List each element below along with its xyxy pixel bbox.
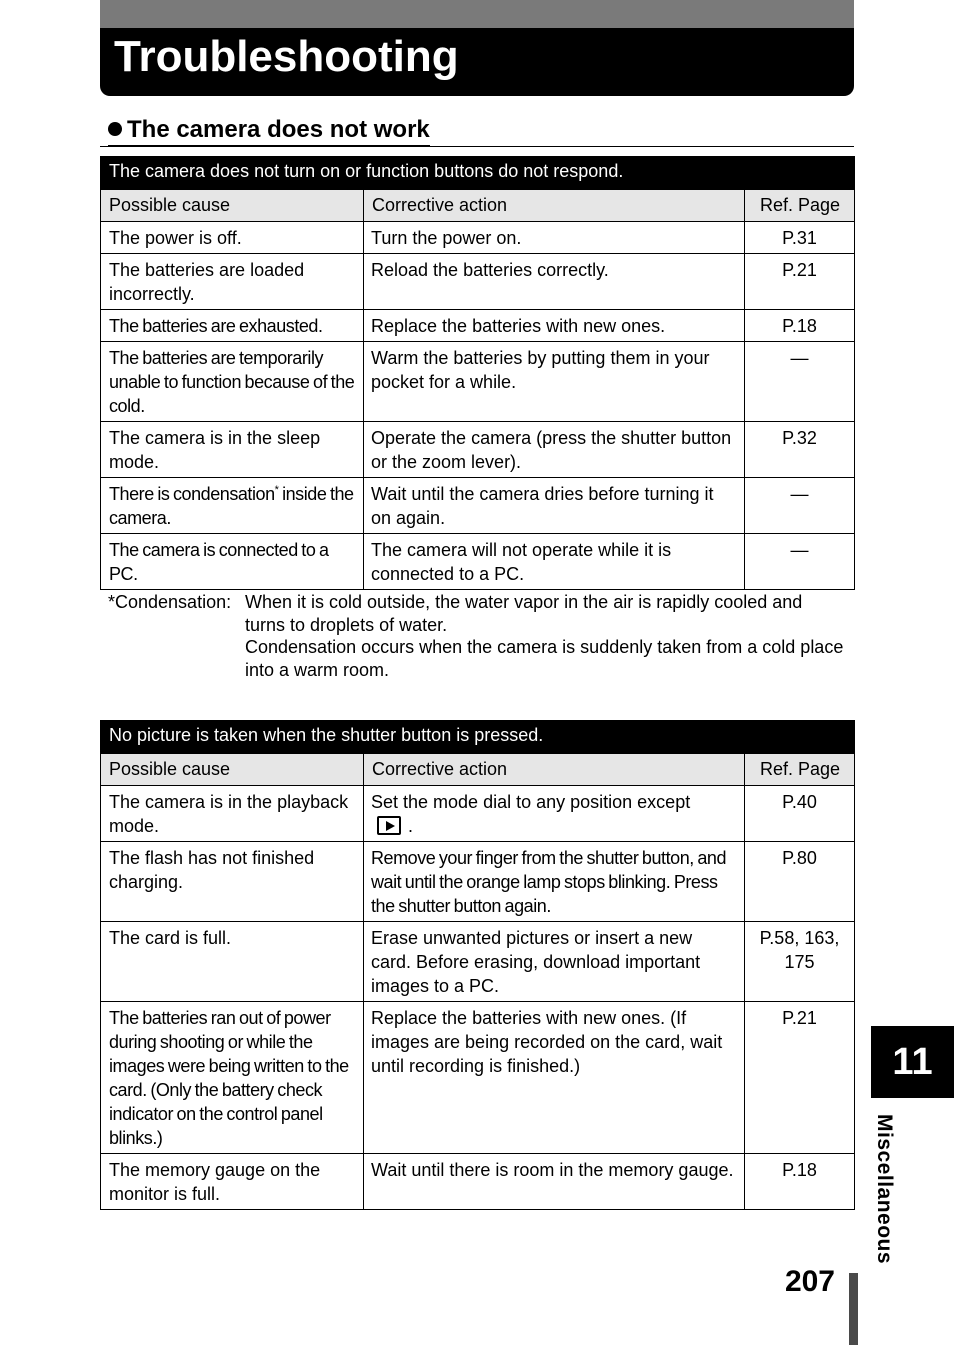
action-cell: Erase unwanted pictures or insert a new card. Before erasing, download important images to a PC. [364, 922, 745, 1002]
cause-cell: The camera is connected to a PC. [101, 534, 364, 590]
page-number: 207 [784, 1265, 835, 1298]
cause-cell: The batteries are exhausted. [101, 310, 364, 342]
page-title: Troubleshooting [114, 32, 459, 81]
action-cell: Wait until there is room in the memory gauge. [364, 1154, 745, 1210]
header-possible-cause: Possible cause [101, 754, 364, 786]
action-text-end: . [408, 816, 414, 836]
table-caption: The camera does not turn on or function buttons do not respond. [101, 157, 855, 190]
cause-cell: The camera is in the playback mode. [101, 786, 364, 842]
table-row [101, 478, 855, 534]
section-heading [108, 115, 430, 146]
action-cell: Remove your finger from the shutter button, and wait until the orange lamp stops blinking. Press the shutter button again. [364, 842, 745, 922]
table-row [101, 222, 855, 254]
footnote-line-1: When it is cold outside, the water vapor in the air is rapidly cooled and turns to droplets of water. [245, 592, 803, 635]
title-band [100, 0, 854, 96]
table-row [101, 786, 855, 842]
table-row [101, 254, 855, 310]
cause-cell: The camera is in the sleep mode. [101, 422, 364, 478]
cause-text: There is condensation [109, 484, 275, 504]
ref-cell: P.58, 163, 175 [745, 922, 855, 1002]
ref-cell: P.21 [745, 254, 855, 310]
table-row [101, 1154, 855, 1210]
cause-cell: The batteries are temporarily unable to function because of the cold. [101, 342, 364, 422]
header-ref-page: Ref. Page [745, 190, 855, 222]
title-band-top-strip [100, 0, 854, 28]
page-bar [849, 1273, 858, 1345]
cause-cell: The memory gauge on the monitor is full. [101, 1154, 364, 1210]
action-cell [364, 786, 745, 842]
cause-cell: The card is full. [101, 922, 364, 1002]
cause-cell: The power is off. [101, 222, 364, 254]
troubleshooting-table-shutter [100, 720, 855, 1210]
cause-text-end: inside the camera. [109, 484, 354, 528]
cause-cell: The batteries ran out of power during shooting or while the images were being written to the card. (Only the battery check indicator on the control panel blinks.) [101, 1002, 364, 1154]
table-caption: No picture is taken when the shutter button is pressed. [101, 721, 855, 754]
table-row [101, 342, 855, 422]
bullet-icon [108, 122, 122, 136]
table-row [101, 534, 855, 590]
table-caption-row [101, 157, 855, 190]
action-cell: Reload the batteries correctly. [364, 254, 745, 310]
table-header-row [101, 754, 855, 786]
ref-cell: P.21 [745, 1002, 855, 1154]
table-row [101, 310, 855, 342]
cause-cell [101, 478, 364, 534]
ref-cell: P.80 [745, 842, 855, 922]
ref-cell: P.18 [745, 1154, 855, 1210]
ref-cell: — [745, 342, 855, 422]
table-header-row [101, 190, 855, 222]
table-row [101, 842, 855, 922]
troubleshooting-table-power [100, 156, 855, 590]
ref-cell: P.32 [745, 422, 855, 478]
ref-cell: — [745, 478, 855, 534]
ref-cell: P.40 [745, 786, 855, 842]
action-cell: The camera will not operate while it is connected to a PC. [364, 534, 745, 590]
table-row [101, 922, 855, 1002]
heading-rule [100, 146, 854, 147]
action-cell: Replace the batteries with new ones. [364, 310, 745, 342]
header-possible-cause: Possible cause [101, 190, 364, 222]
chapter-label: Miscellaneous [873, 1114, 896, 1265]
footnote-marker: * [274, 484, 279, 496]
action-cell: Replace the batteries with new ones. (If images are being recorded on the card, wait until recording is finished.) [364, 1002, 745, 1154]
header-corrective-action: Corrective action [364, 754, 745, 786]
table-row [101, 422, 855, 478]
action-cell: Turn the power on. [364, 222, 745, 254]
footnote-line-2: Condensation occurs when the camera is suddenly taken from a cold place into a warm room. [245, 637, 844, 680]
action-text: Set the mode dial to any position except [371, 792, 691, 812]
action-cell: Wait until the camera dries before turning it on again. [364, 478, 745, 534]
action-cell: Operate the camera (press the shutter button or the zoom lever). [364, 422, 745, 478]
ref-cell: — [745, 534, 855, 590]
footnote-label: *Condensation: [108, 592, 232, 612]
chapter-tab: 11 [871, 1026, 954, 1098]
section-heading-text: The camera does not work [127, 116, 430, 143]
table-row [101, 1002, 855, 1154]
ref-cell: P.31 [745, 222, 855, 254]
header-corrective-action: Corrective action [364, 190, 745, 222]
playback-mode-icon [377, 816, 401, 835]
action-cell: Warm the batteries by putting them in your pocket for a while. [364, 342, 745, 422]
table-caption-row [101, 721, 855, 754]
ref-cell: P.18 [745, 310, 855, 342]
cause-cell: The batteries are loaded incorrectly. [101, 254, 364, 310]
cause-cell: The flash has not finished charging. [101, 842, 364, 922]
header-ref-page: Ref. Page [745, 754, 855, 786]
